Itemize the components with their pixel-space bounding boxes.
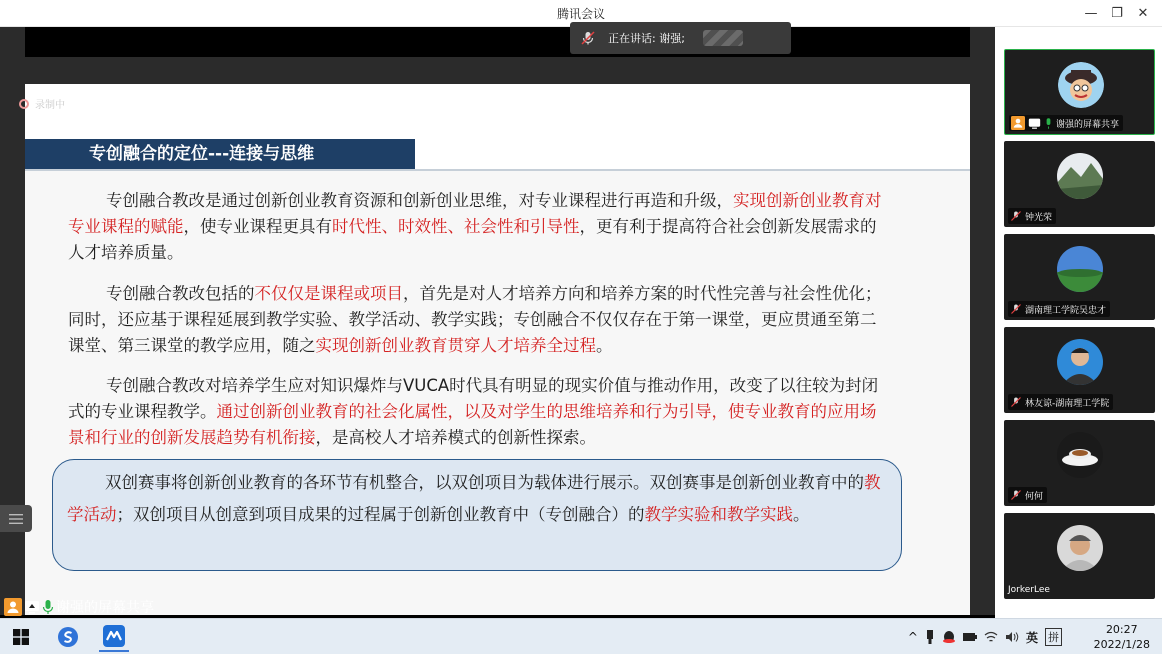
clock-date: 2022/1/28 xyxy=(1093,638,1150,651)
sogou-browser-icon xyxy=(57,626,79,648)
participant-label xyxy=(1008,301,1110,317)
paragraph-1 xyxy=(68,188,883,266)
participant-tile[interactable] xyxy=(1004,141,1155,227)
window-title: 腾讯会议 xyxy=(556,7,605,21)
screen-share-icon xyxy=(1028,117,1041,130)
battery-icon[interactable] xyxy=(963,631,977,643)
highlighted-text: 时代性、时效性、社会性和引导性 xyxy=(332,217,580,236)
paragraph-text: 双创赛事将创新创业教育的各环节有机整合，以双创项目为载体进行展示。双创赛事是创新创业教育中的 xyxy=(105,473,864,492)
speaker-avatar-blur xyxy=(703,30,743,46)
tencent-meeting-icon xyxy=(103,625,125,647)
share-top-bar xyxy=(25,27,970,57)
paragraph-text: ，首先是对人才培养方向和培养方案的时代性完善与社会性优化；同时，还应基于课程延展到教学实验、教学活动、教学实践；专创融合不仅仅存在于第一课堂，更应贯通至第二课堂、第三课堂的教学应用，随之 xyxy=(68,284,882,355)
participant-name: 湖南理工学院吴忠才 xyxy=(1025,305,1107,316)
windows-logo-icon xyxy=(13,629,29,645)
paragraph-4 xyxy=(67,467,893,531)
host-icon xyxy=(1011,116,1025,130)
recording-text: 录制中 xyxy=(35,100,65,111)
wifi-icon[interactable] xyxy=(984,631,998,643)
paragraph-text: 专创融合教改对培养学生应对知识爆炸与VUCA时代具有明显的现实价值与推动作用，改变了以往较为封闭式的专业课程教学。 xyxy=(68,376,879,421)
slide-title: 专创融合的定位---连接与思维 xyxy=(25,139,415,169)
participant-tile[interactable] xyxy=(1004,234,1155,320)
paragraph-text: 专创融合教改是通过创新创业教育资源和创新创业思维，对专业课程进行再造和升级， xyxy=(106,191,733,210)
participant-tile[interactable] xyxy=(1004,327,1155,413)
paragraph-text: ，更有利于提高符合社会创新发展需求的人才培养质量。 xyxy=(68,217,877,262)
presentation-slide xyxy=(25,84,970,615)
qq-icon[interactable] xyxy=(942,630,956,644)
participant-name: 何何 xyxy=(1025,491,1044,502)
windows-taskbar xyxy=(0,618,1162,654)
taskbar-app-sogou[interactable] xyxy=(53,622,83,652)
landscape-photo-avatar-icon xyxy=(1057,246,1103,292)
share-owner-text: 谢强的屏幕共享 xyxy=(56,600,154,616)
paragraph-text: 。 xyxy=(793,505,810,524)
highlighted-text: 实现创新创业教育对专业课程的赋能 xyxy=(68,191,882,236)
participant-tile[interactable] xyxy=(1004,49,1155,135)
paragraph-text: ，是高校人才培养模式的创新性探索。 xyxy=(315,428,596,447)
recording-indicator xyxy=(19,96,65,111)
taskbar-clock[interactable] xyxy=(1094,622,1150,652)
mic-on-icon xyxy=(42,599,54,615)
taskbar-app-tencent-meeting[interactable] xyxy=(99,622,129,652)
participant-label xyxy=(1008,394,1113,410)
paragraph-text: 专创融合教改包括的 xyxy=(106,284,255,303)
highlighted-text: 教学实验和教学实践 xyxy=(644,505,793,524)
volume-icon[interactable] xyxy=(1005,631,1019,643)
muted-mic-icon xyxy=(1010,396,1022,408)
mountain-photo-avatar-icon xyxy=(1057,153,1103,199)
participant-name: 林友谅-湖南理工学院 xyxy=(1025,398,1110,409)
minimize-button[interactable]: — xyxy=(1084,5,1098,21)
list-icon xyxy=(9,513,23,525)
coffee-photo-avatar-icon xyxy=(1057,432,1103,478)
participant-label xyxy=(1008,208,1056,224)
paragraph-text: ；双创项目从创意到项目成果的过程属于创新创业教育中（专创融合）的 xyxy=(116,505,645,524)
participant-label xyxy=(1008,487,1047,503)
participant-label xyxy=(1009,115,1123,131)
record-icon xyxy=(19,99,29,109)
usb-icon[interactable] xyxy=(925,630,935,644)
muted-mic-icon xyxy=(580,30,596,46)
host-icon xyxy=(4,598,22,616)
participant-tile[interactable] xyxy=(1004,513,1155,599)
participant-name: JorkerLee xyxy=(1008,585,1050,595)
highlighted-text: 实现创新创业教育贯穿人才培养全过程 xyxy=(315,336,596,355)
highlighted-text: 通过创新创业教育的社会化属性，以及对学生的思维培养和行为引导，使专业教育的应用场景和行业的创新发展趋势有机衔接 xyxy=(68,402,877,447)
participant-gallery xyxy=(995,27,1162,618)
participant-tile[interactable] xyxy=(1004,420,1155,506)
speaking-text: 正在讲话: 谢强; xyxy=(608,32,685,45)
screen-share-icon xyxy=(24,599,40,615)
paragraph-3 xyxy=(68,373,883,451)
system-tray xyxy=(908,628,1062,646)
participant-name: 谢强的屏幕共享 xyxy=(1056,119,1120,130)
mic-on-icon xyxy=(1044,117,1053,130)
highlighted-text: 不仅仅是课程或项目 xyxy=(254,284,403,303)
paragraph-text: 。 xyxy=(596,336,613,355)
start-button[interactable] xyxy=(6,622,36,652)
paragraph-text: ，使专业课程更具有 xyxy=(183,217,332,236)
muted-mic-icon xyxy=(1010,210,1022,222)
restore-button[interactable]: ❐ xyxy=(1111,5,1123,21)
speaking-indicator xyxy=(570,22,791,54)
cartoon-avatar-icon xyxy=(1058,62,1104,108)
show-hidden-icons[interactable]: ^ xyxy=(907,630,918,644)
portrait-photo-avatar-icon xyxy=(1057,525,1103,571)
muted-mic-icon xyxy=(1010,303,1022,315)
share-owner-label xyxy=(4,597,154,617)
toolbar-toggle-button[interactable] xyxy=(0,505,32,532)
ime-mode[interactable]: 拼 xyxy=(1045,628,1062,646)
ime-language[interactable]: 英 xyxy=(1025,630,1038,645)
portrait-photo-avatar-icon xyxy=(1057,339,1103,385)
window-controls xyxy=(1078,2,1156,24)
highlighted-text: 教学活动 xyxy=(67,473,881,524)
shared-screen-area xyxy=(0,27,995,618)
muted-mic-icon xyxy=(1010,489,1022,501)
close-button[interactable]: ✕ xyxy=(1137,5,1149,21)
paragraph-2 xyxy=(68,281,883,359)
participant-name: 钟光荣 xyxy=(1025,212,1053,223)
clock-time: 20:27 xyxy=(1105,623,1138,636)
